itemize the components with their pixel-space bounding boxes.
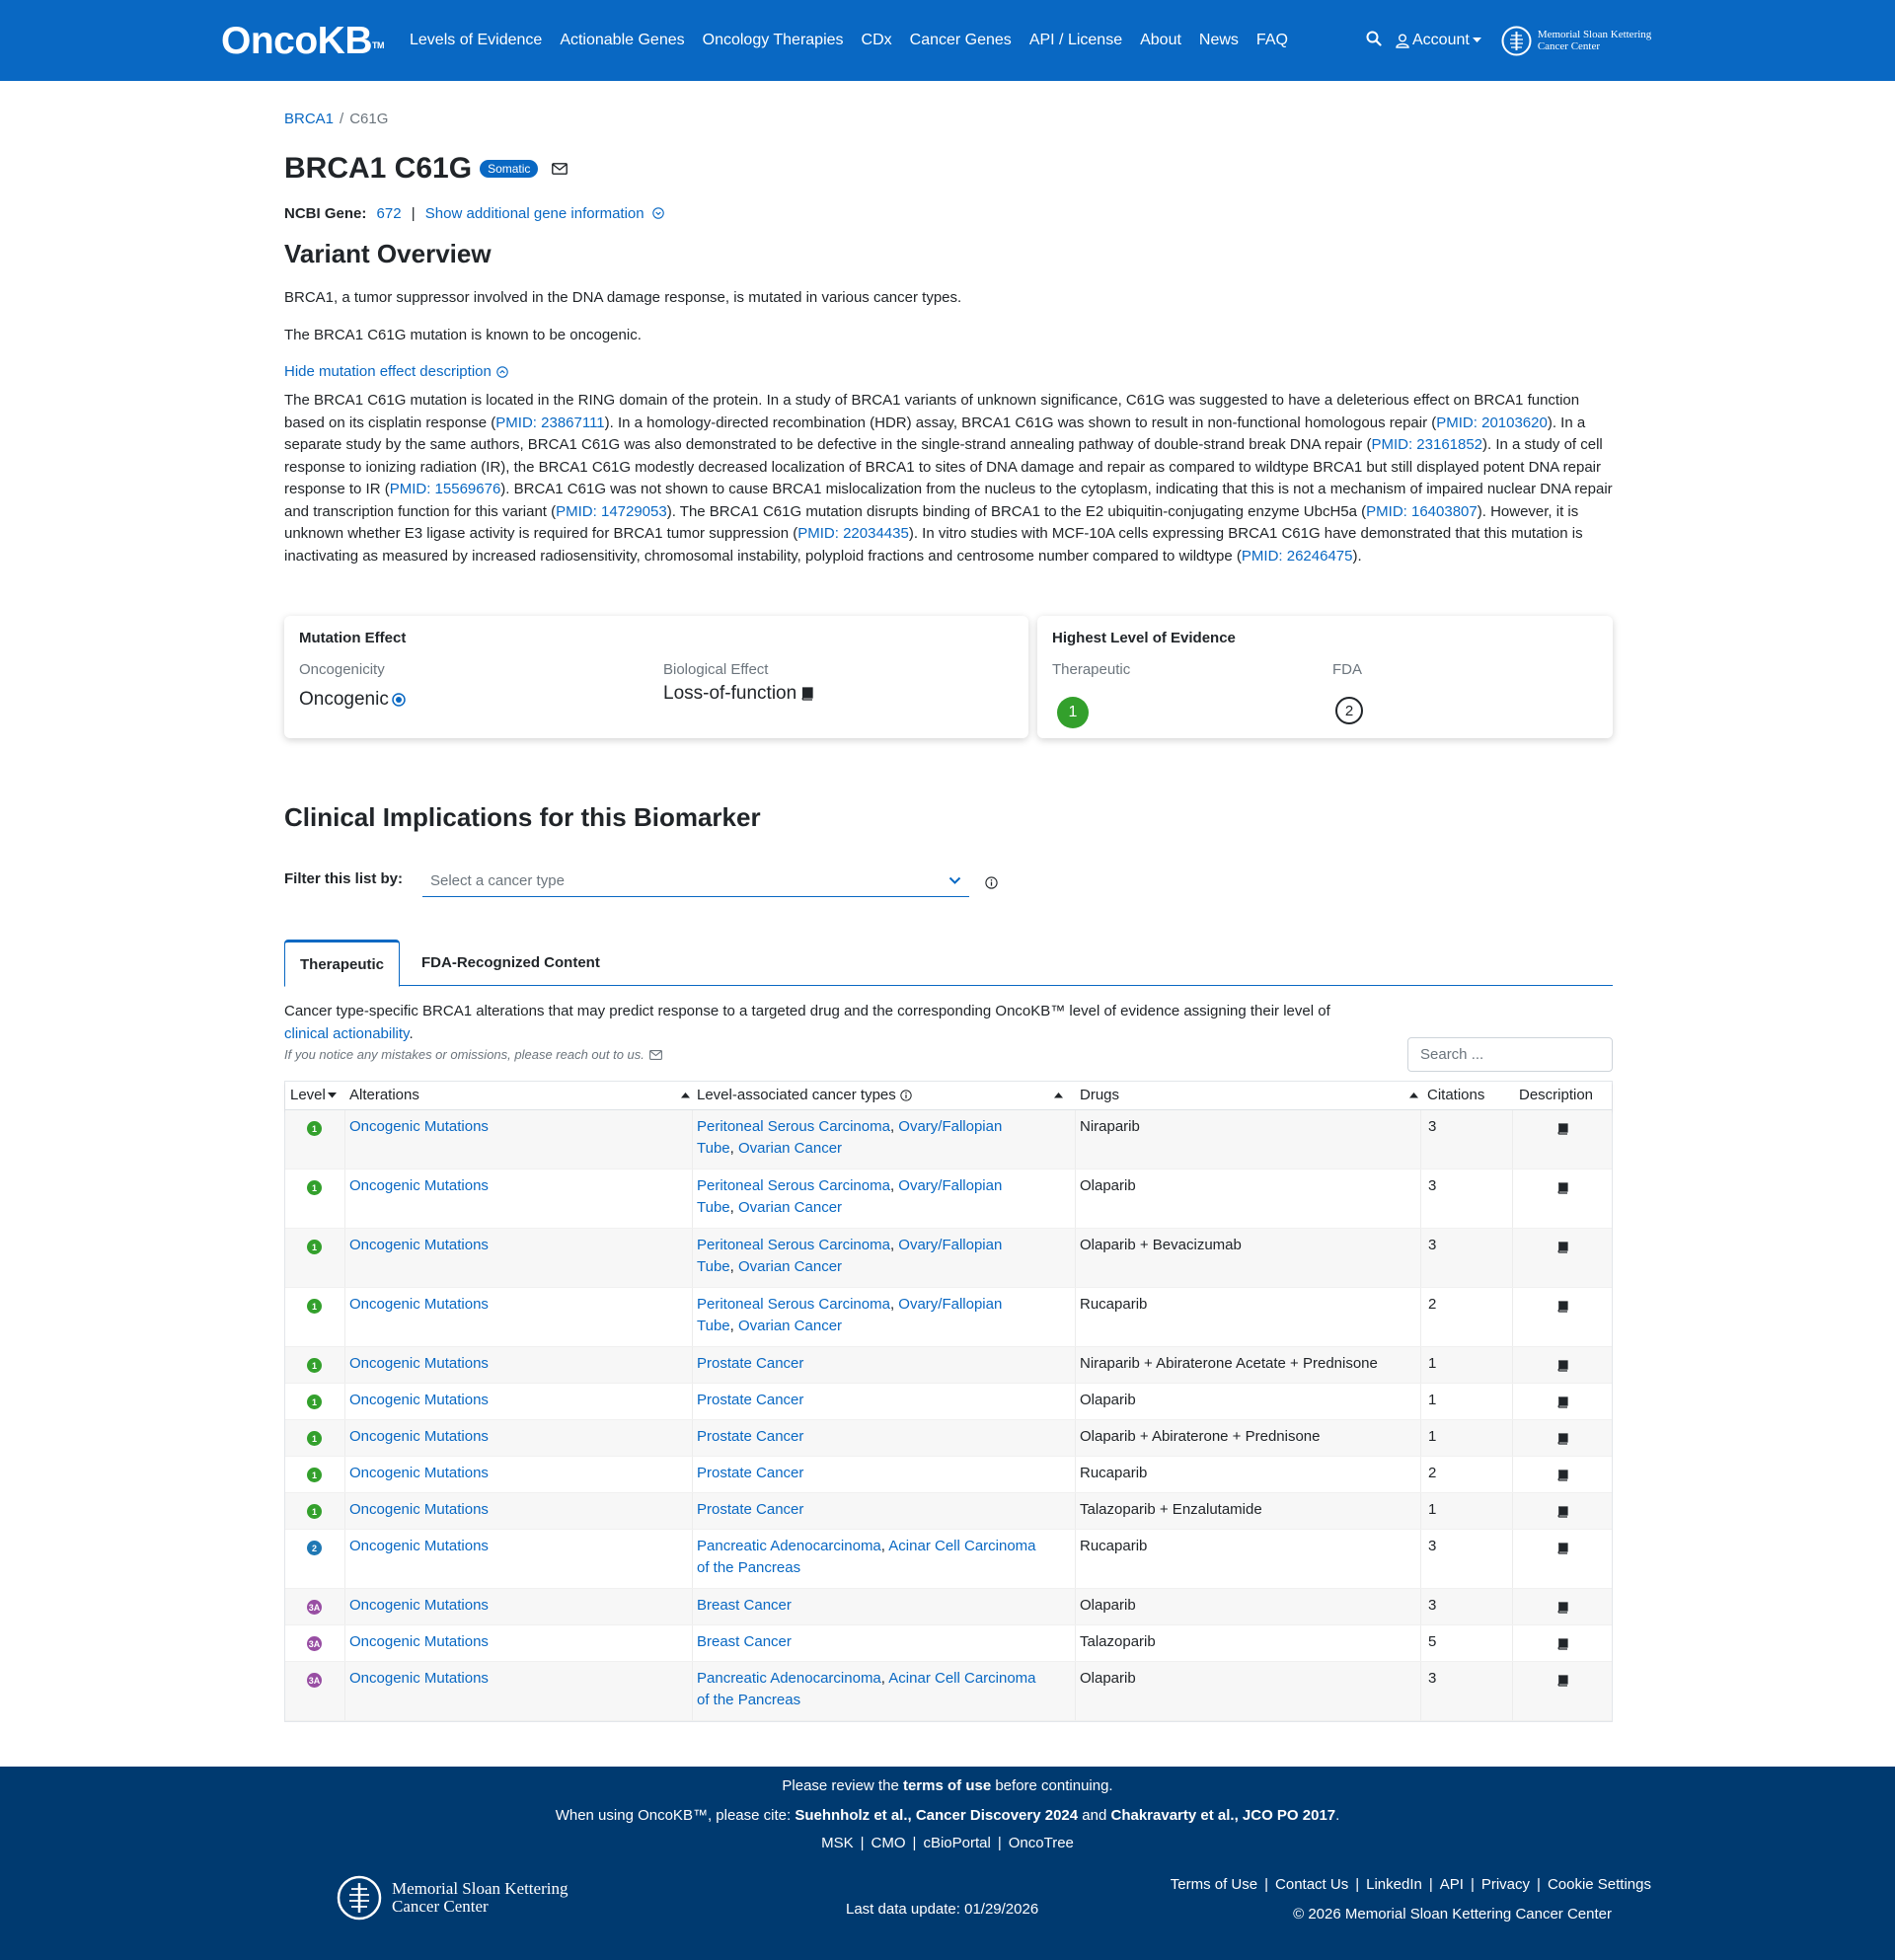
column-alterations-label: Alterations <box>349 1087 419 1103</box>
hide-description-label: Hide mutation effect description <box>284 363 492 380</box>
footer-sep: | <box>1428 1876 1433 1893</box>
account-label: Account <box>1412 32 1470 48</box>
nav-link-levels-of-evidence[interactable]: Levels of Evidence <box>410 32 543 48</box>
cancer-type-link[interactable]: Prostate Cancer <box>697 1355 804 1372</box>
drugs-cell: Rucaparib <box>1080 1538 1148 1554</box>
alteration-link[interactable]: Oncogenic Mutations <box>349 1355 489 1372</box>
sort-asc-icon <box>1054 1093 1063 1098</box>
cancer-types-cell <box>697 1175 1052 1219</box>
table-row <box>285 1384 1612 1420</box>
footer-sep: | <box>860 1835 865 1851</box>
footer-msk-line2: Cancer Center <box>392 1897 489 1916</box>
brand-tm: TM <box>372 40 384 50</box>
book-icon[interactable] <box>1556 1394 1568 1415</box>
footer-review <box>0 1777 1895 1794</box>
alteration-link[interactable]: Oncogenic Mutations <box>349 1177 489 1194</box>
footer-link-cookie-settings[interactable]: Cookie Settings <box>1547 1876 1651 1893</box>
last-data-update: Last data update: 01/29/2026 <box>846 1901 1039 1918</box>
drugs-cell: Rucaparib <box>1080 1465 1148 1481</box>
pmid-link[interactable]: PMID: 14729053 <box>556 502 667 520</box>
cite-suehnholz-link[interactable]: Suehnholz et al., Cancer Discovery 2024 <box>795 1807 1079 1824</box>
cancer-types-cell <box>697 1235 1052 1278</box>
book-icon[interactable] <box>1556 1298 1568 1319</box>
highest-level-card <box>1037 616 1613 738</box>
footer-link-msk[interactable]: MSK <box>821 1835 854 1851</box>
info-icon[interactable] <box>985 876 998 894</box>
clinical-implications-title: Clinical Implications for this Biomarker <box>284 802 761 832</box>
chevron-circle-down-icon <box>652 207 664 219</box>
table-description-text: Cancer type-specific BRCA1 alterations that may predict response to a targeted drug and the corresponding OncoKB™ level of evidence assigning their level of <box>284 1003 1330 1019</box>
description-text: The BRCA1 C61G mutation is located in the RING domain of the protein. In a study of BRCA1 variants of unknown significance, C61G was suggested to have a deleterious effect on BRCA1 function based on its cisplatin response ( <box>284 392 1580 431</box>
cancer-type-sep: , <box>889 1118 899 1135</box>
drugs-cell: Olaparib <box>1080 1670 1136 1687</box>
cancer-type-sep: , <box>729 1140 738 1157</box>
cancer-type-link[interactable]: Acinar Cell Carcinoma of the Pancreas <box>697 1538 1036 1576</box>
brand-text: OncoKB <box>221 20 372 62</box>
description-text: ). <box>1352 547 1362 565</box>
gene-summary: BRCA1, a tumor suppressor involved in the DNA damage response, is mutated in various cancer types. <box>284 289 962 306</box>
level-cell <box>307 1180 322 1195</box>
footer-msk-logo[interactable] <box>337 1873 568 1922</box>
nav-link-actionable-genes[interactable]: Actionable Genes <box>560 32 685 48</box>
cancer-type-link[interactable]: Peritoneal Serous Carcinoma <box>697 1118 890 1135</box>
drugs-cell: Olaparib <box>1080 1392 1136 1408</box>
cancer-type-sep: , <box>889 1177 899 1194</box>
somatic-badge: Somatic <box>480 160 538 178</box>
fda-level-badge[interactable]: 2 <box>1335 697 1363 724</box>
book-icon[interactable] <box>1556 1599 1568 1621</box>
cancer-type-link[interactable]: Ovarian Cancer <box>737 1199 843 1216</box>
description-text: ). In vitro studies with MCF-10A cells expressing BRCA1 C61G have demonstrated that this mutation is inactivating as measured by increased radiosensitivity, chromosomal instability, polyploid fractions and centrosome number compared to wildtype ( <box>284 525 1583 565</box>
footer-links <box>0 1835 1895 1851</box>
level-cell <box>307 1504 322 1519</box>
citations-cell[interactable]: 3 <box>1428 1177 1437 1194</box>
footer-sep: | <box>912 1835 917 1851</box>
level-badge[interactable]: 1 <box>307 1431 322 1446</box>
msk-logo[interactable] <box>1501 26 1651 56</box>
terms-of-use-link[interactable]: terms of use <box>902 1777 992 1794</box>
cancer-type-link[interactable]: Ovary/Fallopian Tube <box>697 1237 1003 1275</box>
table-row <box>285 1530 1612 1589</box>
table-description <box>284 1000 1330 1045</box>
citations-cell[interactable]: 1 <box>1428 1392 1437 1408</box>
top-navbar <box>0 0 1895 81</box>
level-badge[interactable]: 1 <box>307 1180 322 1195</box>
level-cell <box>307 1121 322 1136</box>
cancer-types-cell <box>697 1668 1052 1711</box>
msk-line2: Cancer Center <box>1537 40 1601 52</box>
cancer-types-cell <box>697 1499 1052 1521</box>
alteration-link[interactable]: Oncogenic Mutations <box>349 1428 489 1445</box>
alteration-link[interactable]: Oncogenic Mutations <box>349 1465 489 1481</box>
footer-link-api[interactable]: API <box>1439 1876 1464 1893</box>
citations-cell[interactable]: 3 <box>1428 1597 1437 1614</box>
footer-review-after: before continuing. <box>991 1777 1113 1794</box>
description-text: ). The BRCA1 C61G mutation disrupts binding of BRCA1 to the E2 ubiquitin-conjugating enzyme UbcH5a ( <box>666 502 1367 520</box>
level-cell <box>307 1673 322 1688</box>
level-cell <box>307 1358 322 1373</box>
table-row <box>285 1457 1612 1493</box>
cancer-types-cell <box>697 1294 1052 1337</box>
cancer-type-link[interactable]: Breast Cancer <box>697 1597 792 1614</box>
citations-cell[interactable]: 3 <box>1428 1670 1437 1687</box>
table-row <box>285 1420 1612 1457</box>
footer-sep: | <box>997 1835 1002 1851</box>
book-icon[interactable] <box>1556 1635 1568 1657</box>
level-cell <box>307 1395 322 1409</box>
description-text: ). In a homology-directed recombination (HDR) assay, BRCA1 C61G was shown to result in non-functional homologous repair ( <box>604 414 1437 431</box>
oncogenicity-value <box>299 689 406 711</box>
sort-asc-icon <box>681 1093 690 1098</box>
citations-cell[interactable]: 5 <box>1428 1633 1437 1650</box>
footer-sep: | <box>1537 1876 1541 1893</box>
table-row <box>285 1169 1612 1229</box>
book-icon[interactable] <box>1556 1672 1568 1694</box>
drugs-cell: Niraparib + Abiraterone Acetate + Prednisone <box>1080 1355 1378 1372</box>
table-row <box>285 1589 1612 1625</box>
cancer-type-sep: , <box>889 1296 899 1313</box>
cancer-type-link[interactable]: Prostate Cancer <box>697 1392 804 1408</box>
msk-emblem-icon <box>1501 26 1532 56</box>
gene-info-pipe: | <box>411 205 416 222</box>
footer-cite <box>0 1807 1895 1824</box>
footer-right-links <box>1171 1876 1651 1893</box>
alteration-link[interactable]: Oncogenic Mutations <box>349 1118 489 1135</box>
fda-label: FDA <box>1332 661 1362 678</box>
gene-info <box>284 205 664 222</box>
footer-link-contact-us[interactable]: Contact Us <box>1275 1876 1349 1893</box>
cancer-type-sep: , <box>889 1237 899 1253</box>
cancer-type-link[interactable]: Peritoneal Serous Carcinoma <box>697 1177 890 1194</box>
pmid-link[interactable]: PMID: 16403807 <box>1366 502 1478 520</box>
cancer-type-sep: , <box>880 1538 889 1554</box>
cancer-type-link[interactable]: Peritoneal Serous Carcinoma <box>697 1296 890 1313</box>
alteration-link[interactable]: Oncogenic Mutations <box>349 1633 489 1650</box>
drugs-cell: Niraparib <box>1080 1118 1140 1135</box>
feedback-note-text: If you notice any mistakes or omissions, please reach out to us. <box>284 1047 644 1062</box>
footer-link-privacy[interactable]: Privacy <box>1480 1876 1531 1893</box>
ncbi-gene-label: NCBI Gene: <box>284 205 367 222</box>
table-row <box>285 1288 1612 1347</box>
book-icon[interactable] <box>1556 1357 1568 1379</box>
cancer-types-cell <box>697 1536 1052 1579</box>
book-icon[interactable] <box>800 687 813 701</box>
cancer-types-cell <box>697 1631 1052 1653</box>
footer-link-cmo[interactable]: CMO <box>871 1835 906 1851</box>
mutation-effect-title: Mutation Effect <box>299 630 407 646</box>
table-search-input[interactable]: Search ... <box>1407 1037 1613 1072</box>
drugs-cell: Talazoparib + Enzalutamide <box>1080 1501 1262 1518</box>
level-badge[interactable]: 1 <box>307 1504 322 1519</box>
column-cancer-types-label: Level-associated cancer types <box>697 1087 896 1103</box>
cancer-types-cell <box>697 1595 1052 1617</box>
cancer-type-link[interactable]: Breast Cancer <box>697 1633 792 1650</box>
therapeutic-label: Therapeutic <box>1052 661 1131 678</box>
info-icon[interactable] <box>900 1090 912 1101</box>
level-cell <box>307 1240 322 1254</box>
cancer-type-link[interactable]: Ovary/Fallopian Tube <box>697 1177 1003 1216</box>
cancer-types-cell <box>697 1390 1052 1411</box>
title-row <box>284 152 568 186</box>
pmid-link[interactable]: PMID: 20103620 <box>1436 414 1548 431</box>
alteration-link[interactable]: Oncogenic Mutations <box>349 1392 489 1408</box>
column-level-label: Level <box>290 1087 326 1103</box>
cancer-type-link[interactable]: Ovarian Cancer <box>737 1258 843 1275</box>
footer <box>0 1767 1895 1960</box>
envelope-icon[interactable] <box>552 163 568 175</box>
show-gene-info-label: Show additional gene information <box>424 205 644 222</box>
level-cell <box>307 1299 322 1314</box>
tab-fda-recognized[interactable]: FDA-Recognized Content <box>421 954 600 971</box>
sort-desc-icon <box>328 1093 337 1098</box>
show-gene-info-link[interactable] <box>425 205 664 222</box>
ncbi-gene-link[interactable]: 672 <box>376 205 402 222</box>
implications-table <box>284 1081 1613 1722</box>
book-icon[interactable] <box>1556 1239 1568 1260</box>
citations-cell[interactable]: 3 <box>1428 1118 1437 1135</box>
oncogenic-target-icon <box>392 693 406 707</box>
table-header <box>285 1082 1612 1110</box>
pmid-link[interactable]: PMID: 23867111 <box>495 414 605 431</box>
hide-description-link[interactable] <box>284 363 508 380</box>
table-row <box>285 1493 1612 1530</box>
citations-cell[interactable]: 1 <box>1428 1428 1437 1445</box>
cancer-type-link[interactable]: Acinar Cell Carcinoma of the Pancreas <box>697 1670 1036 1708</box>
table-description-end: . <box>409 1025 414 1042</box>
level-badge[interactable]: 2 <box>307 1541 322 1555</box>
drugs-cell: Rucaparib <box>1080 1296 1148 1313</box>
oncogenicity-text: Oncogenic <box>299 689 389 710</box>
envelope-icon[interactable] <box>649 1050 662 1060</box>
cancer-type-link[interactable]: Ovary/Fallopian Tube <box>697 1118 1003 1157</box>
description-text: ). BRCA1 C61G was not shown to cause BRCA1 mislocalization from the nucleus to the cytoplasm, indicating that this is not a mechanism of impaired nuclear DNA repair and transcription function for this variant ( <box>284 481 1613 520</box>
account-dropdown[interactable] <box>1396 32 1481 49</box>
column-drugs-label: Drugs <box>1080 1087 1120 1103</box>
drugs-cell: Talazoparib <box>1080 1633 1156 1650</box>
page-title: BRCA1 C61G <box>284 152 473 185</box>
cancer-types-cell <box>697 1426 1052 1448</box>
cancer-type-sep: , <box>729 1318 738 1334</box>
alteration-link[interactable]: Oncogenic Mutations <box>349 1501 489 1518</box>
nav-links <box>410 0 1306 81</box>
column-citations[interactable] <box>1427 1087 1484 1103</box>
sort-asc-icon <box>1409 1093 1418 1098</box>
biological-effect-text: Loss-of-function <box>663 683 797 704</box>
column-level[interactable] <box>290 1087 337 1103</box>
highest-level-title: Highest Level of Evidence <box>1052 630 1236 646</box>
nav-link-about[interactable]: About <box>1140 32 1181 48</box>
nav-link-cdx[interactable]: CDx <box>861 32 892 48</box>
footer-link-terms-of-use[interactable]: Terms of Use <box>1170 1876 1258 1893</box>
cancer-type-link[interactable]: Pancreatic Adenocarcinoma <box>697 1538 881 1554</box>
filter-label: Filter this list by: <box>284 870 404 887</box>
user-icon <box>1396 34 1409 48</box>
footer-cite-and: and <box>1078 1807 1111 1824</box>
book-icon[interactable] <box>1556 1179 1568 1201</box>
book-icon[interactable] <box>1556 1430 1568 1452</box>
cite-chakravarty-link[interactable]: Chakravarty et al., JCO PO 2017 <box>1110 1807 1336 1824</box>
column-alterations[interactable] <box>349 1087 690 1103</box>
level-badge[interactable]: 1 <box>307 1121 322 1136</box>
drugs-cell: Olaparib <box>1080 1177 1136 1194</box>
footer-sep: | <box>1470 1876 1475 1893</box>
cancer-type-sep: , <box>880 1670 889 1687</box>
copyright: © 2026 Memorial Sloan Kettering Cancer Center <box>1293 1906 1612 1922</box>
cancer-type-link[interactable]: Peritoneal Serous Carcinoma <box>697 1237 890 1253</box>
footer-cite-before: When using OncoKB™, please cite: <box>555 1807 796 1824</box>
level-cell <box>307 1636 322 1651</box>
tab-bar <box>284 940 1613 986</box>
pmid-link[interactable]: PMID: 15569676 <box>389 481 501 497</box>
biological-effect-label: Biological Effect <box>663 661 769 678</box>
footer-review-before: Please review the <box>782 1777 903 1794</box>
chevron-down-icon <box>948 876 961 885</box>
oncokb-logo[interactable] <box>221 20 384 63</box>
footer-link-oncotree[interactable]: OncoTree <box>1008 1835 1074 1851</box>
breadcrumb-variant: C61G <box>349 111 389 127</box>
variant-overview-title: Variant Overview <box>284 239 492 268</box>
level-cell <box>307 1541 322 1555</box>
citations-cell[interactable]: 3 <box>1428 1538 1437 1554</box>
drugs-cell: Olaparib + Abiraterone + Prednisone <box>1080 1428 1321 1445</box>
feedback-note <box>284 1047 662 1062</box>
cancer-type-sep: , <box>729 1258 738 1275</box>
footer-cite-end: . <box>1335 1807 1340 1824</box>
oncogenicity-label: Oncogenicity <box>299 661 385 678</box>
book-icon[interactable] <box>1556 1120 1568 1142</box>
column-drugs[interactable] <box>1080 1087 1418 1103</box>
nav-link-cancer-genes[interactable]: Cancer Genes <box>909 32 1012 48</box>
alteration-link[interactable]: Oncogenic Mutations <box>349 1597 489 1614</box>
pmid-link[interactable]: PMID: 26246475 <box>1241 547 1353 565</box>
book-icon[interactable] <box>1556 1503 1568 1525</box>
cancer-type-link[interactable]: Ovarian Cancer <box>737 1318 843 1334</box>
level-badge[interactable]: 1 <box>307 1395 322 1409</box>
nav-link-api-license[interactable]: API / License <box>1028 32 1123 48</box>
level-cell <box>307 1431 322 1446</box>
level-badge[interactable]: 1 <box>307 1468 322 1482</box>
cancer-type-link[interactable]: Prostate Cancer <box>697 1501 804 1518</box>
nav-link-faq[interactable]: FAQ <box>1255 32 1288 48</box>
cancer-type-sep: , <box>729 1199 738 1216</box>
cancer-type-link[interactable]: Pancreatic Adenocarcinoma <box>697 1670 881 1687</box>
footer-link-linkedin[interactable]: LinkedIn <box>1366 1876 1422 1893</box>
footer-link-cbioportal[interactable]: cBioPortal <box>923 1835 991 1851</box>
drugs-cell: Olaparib <box>1080 1597 1136 1614</box>
citations-cell[interactable]: 3 <box>1428 1237 1437 1253</box>
breadcrumb <box>284 111 388 127</box>
level-badge[interactable]: 1 <box>307 1240 322 1254</box>
level-badge[interactable]: 3A <box>307 1636 322 1651</box>
cancer-type-link[interactable]: Ovarian Cancer <box>737 1140 843 1157</box>
description-text: ). However, it is unknown whether E3 ligase activity is required for BRCA1 tumor suppression ( <box>284 502 1579 542</box>
msk-emblem-icon <box>337 1873 382 1922</box>
book-icon[interactable] <box>1556 1467 1568 1488</box>
search-icon[interactable] <box>1366 31 1382 51</box>
level-badge[interactable]: 1 <box>307 1299 322 1314</box>
column-cancer-types[interactable] <box>697 1087 1063 1103</box>
clinical-actionability-link[interactable]: clinical actionability <box>284 1025 410 1042</box>
cancer-type-select[interactable] <box>422 866 969 897</box>
biological-effect-value <box>663 683 813 705</box>
citations-cell[interactable]: 2 <box>1428 1465 1437 1481</box>
msk-line1: Memorial Sloan Kettering <box>1537 29 1652 40</box>
pmid-link[interactable]: PMID: 23161852 <box>1371 436 1483 453</box>
cancer-type-link[interactable]: Ovary/Fallopian Tube <box>697 1296 1003 1334</box>
level-badge[interactable]: 3A <box>307 1600 322 1615</box>
citations-cell[interactable]: 2 <box>1428 1296 1437 1313</box>
caret-down-icon <box>1473 38 1481 43</box>
pmid-link[interactable]: PMID: 22034435 <box>797 525 909 542</box>
variant-summary: The BRCA1 C61G mutation is known to be oncogenic. <box>284 327 642 343</box>
breadcrumb-sep: / <box>340 111 344 127</box>
table-body <box>285 1110 1612 1721</box>
nav-right <box>1366 0 1651 81</box>
alteration-link[interactable]: Oncogenic Mutations <box>349 1670 489 1687</box>
description-text: ). In a study of cell response to ionizing radiation (IR), the BRCA1 C61G modestly decreased localization of BRCA1 to sites of DNA damage and repair as compared to wildtype BRCA1 but still displayed potent DNA repair response to IR ( <box>284 436 1603 497</box>
level-cell <box>307 1600 322 1615</box>
level-cell <box>307 1468 322 1482</box>
footer-sep: | <box>1264 1876 1269 1893</box>
nav-link-news[interactable]: News <box>1198 32 1239 48</box>
cancer-types-cell <box>697 1116 1052 1160</box>
alteration-link[interactable]: Oncogenic Mutations <box>349 1237 489 1253</box>
alteration-link[interactable]: Oncogenic Mutations <box>349 1538 489 1554</box>
citations-cell[interactable]: 1 <box>1428 1501 1437 1518</box>
tab-therapeutic[interactable]: Therapeutic <box>284 940 400 987</box>
column-description[interactable] <box>1519 1087 1593 1103</box>
book-icon[interactable] <box>1556 1540 1568 1561</box>
cancer-type-link[interactable]: Prostate Cancer <box>697 1465 804 1481</box>
mutation-effect-description <box>284 390 1613 567</box>
table-row <box>285 1229 1612 1288</box>
therapeutic-level-badge[interactable]: 1 <box>1057 697 1089 728</box>
table-row <box>285 1662 1612 1721</box>
level-badge[interactable]: 3A <box>307 1673 322 1688</box>
column-citations-label: Citations <box>1427 1087 1485 1103</box>
footer-sep: | <box>1355 1876 1360 1893</box>
level-badge[interactable]: 1 <box>307 1358 322 1373</box>
cancer-type-link[interactable]: Prostate Cancer <box>697 1428 804 1445</box>
cancer-types-cell <box>697 1353 1052 1375</box>
mutation-effect-card <box>284 616 1028 738</box>
footer-msk-line1: Memorial Sloan Kettering <box>392 1879 568 1898</box>
cancer-types-cell <box>697 1463 1052 1484</box>
description-text: ). In a separate study by the same authors, BRCA1 C61G was also demonstrated to be defective in the single-strand annealing pathway of double-strand break DNA repair ( <box>284 414 1586 453</box>
table-row <box>285 1347 1612 1384</box>
breadcrumb-gene[interactable]: BRCA1 <box>284 111 335 127</box>
drugs-cell: Olaparib + Bevacizumab <box>1080 1237 1242 1253</box>
nav-link-oncology-therapies[interactable]: Oncology Therapies <box>702 32 844 48</box>
alteration-link[interactable]: Oncogenic Mutations <box>349 1296 489 1313</box>
column-description-label: Description <box>1519 1087 1594 1103</box>
table-row <box>285 1110 1612 1169</box>
citations-cell[interactable]: 1 <box>1428 1355 1437 1372</box>
table-row <box>285 1625 1612 1662</box>
chevron-circle-up-icon <box>496 366 508 378</box>
cancer-type-placeholder: Select a cancer type <box>430 872 565 889</box>
